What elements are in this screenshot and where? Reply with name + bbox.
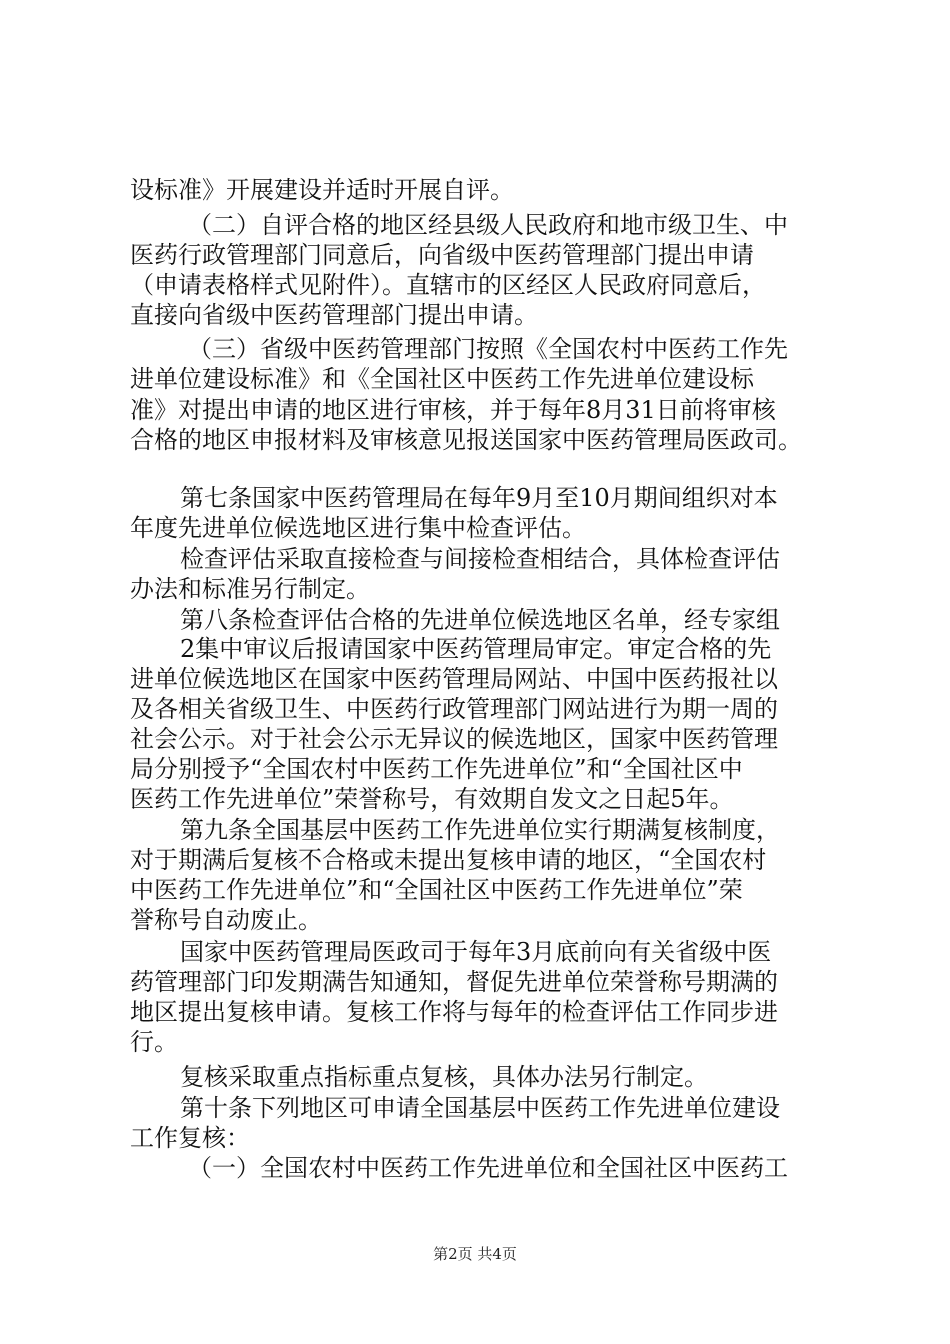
text-line: （申请表格样式见附件）。直辖市的区经区人民政府同意后， — [130, 271, 766, 299]
text-line: 办法和标准另行制定。 — [130, 575, 370, 603]
text-line: 第九条全国基层中医药工作先进单位实行期满复核制度， — [180, 816, 780, 844]
text-line: 国家中医药管理局医政司于每年3月底前向有关省级中医 — [180, 938, 772, 966]
text-line: 社会公示。对于社会公示无异议的候选地区，国家中医药管理 — [130, 725, 778, 753]
text-line: 工作复核： — [130, 1124, 250, 1152]
text-line: 对于期满后复核不合格或未提出复核申请的地区，“全国农村 — [130, 846, 767, 874]
text-line: 合格的地区申报材料及审核意见报送国家中医药管理局医政司。 — [130, 426, 802, 454]
text-line: 及各相关省级卫生、中医药行政管理部门网站进行为期一周的 — [130, 695, 778, 723]
text-line: 誉称号自动废止。 — [130, 906, 322, 934]
text-line: （一）全国农村中医药工作先进单位和全国社区中医药工 — [188, 1154, 788, 1182]
text-line: 中医药工作先进单位”和“全国社区中医药工作先进单位”荣 — [130, 876, 743, 904]
text-line: （二）自评合格的地区经县级人民政府和地市级卫生、中 — [188, 211, 788, 239]
text-line: 检查评估采取直接检查与间接检查相结合，具体检查评估 — [180, 545, 780, 573]
text-line: （三）省级中医药管理部门按照《全国农村中医药工作先 — [188, 335, 788, 363]
text-line: 进单位候选地区在国家中医药管理局网站、中国中医药报社以 — [130, 665, 778, 693]
text-line: 年度先进单位候选地区进行集中检查评估。 — [130, 514, 586, 542]
text-line: 药管理部门印发期满告知通知，督促先进单位荣誉称号期满的 — [130, 968, 778, 996]
page-number-footer: 第2页 共4页 — [433, 1245, 517, 1263]
text-line: 第十条下列地区可申请全国基层中医药工作先进单位建设 — [180, 1094, 780, 1122]
text-line: 第七条国家中医药管理局在每年9月至10月期间组织对本 — [180, 484, 778, 512]
text-line: 进单位建设标准》和《全国社区中医药工作先进单位建设标 — [130, 365, 754, 393]
text-line: 直接向省级中医药管理部门提出申请。 — [130, 301, 538, 329]
text-line: 2集中审议后报请国家中医药管理局审定。审定合格的先 — [180, 635, 772, 663]
text-line: 医药行政管理部门同意后，向省级中医药管理部门提出申请 — [130, 241, 754, 269]
text-line: 复核采取重点指标重点复核，具体办法另行制定。 — [180, 1063, 708, 1091]
text-line: 准》对提出申请的地区进行审核，并于每年8月31日前将审核 — [130, 396, 776, 424]
text-line: 设标准》开展建设并适时开展自评。 — [130, 176, 514, 204]
text-line: 局分别授予“全国农村中医药工作先进单位”和“全国社区中 — [130, 755, 743, 783]
text-line: 第八条检查评估合格的先进单位候选地区名单，经专家组 — [180, 606, 780, 634]
text-line: 行。 — [130, 1028, 178, 1056]
text-line: 医药工作先进单位”荣誉称号，有效期自发文之日起5年。 — [130, 785, 734, 813]
text-line: 地区提出复核申请。复核工作将与每年的检查评估工作同步进 — [130, 998, 778, 1026]
